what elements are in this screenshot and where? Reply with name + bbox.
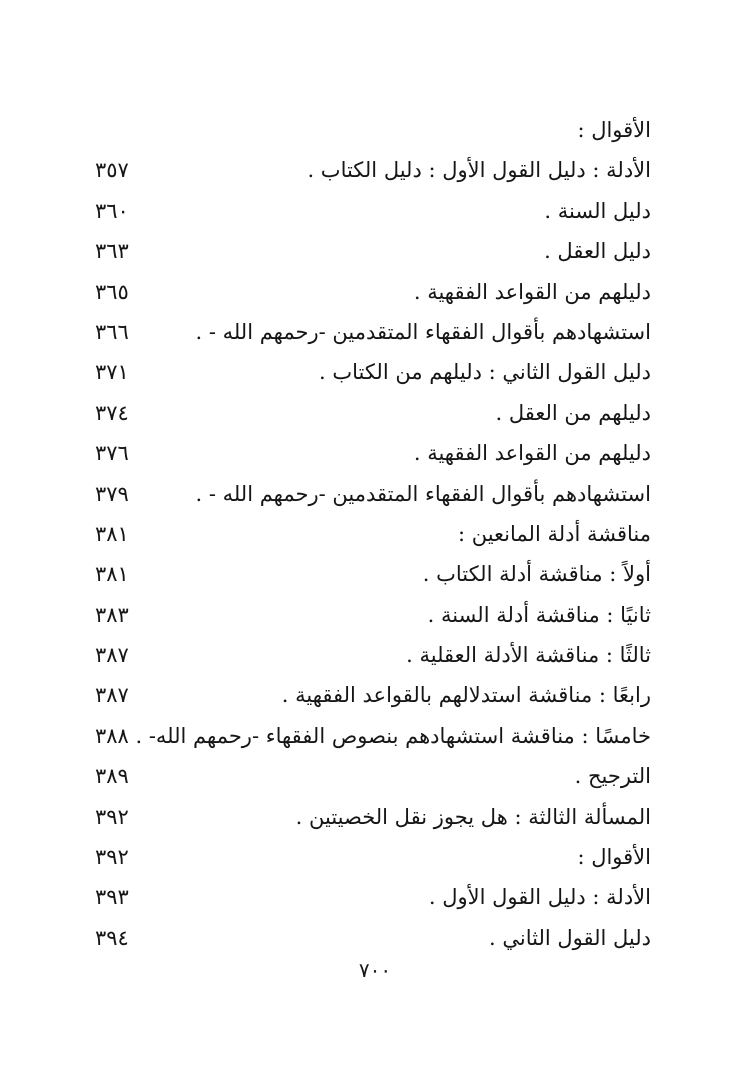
page-number: ٧٠٠ <box>358 958 392 982</box>
toc-entry-title: دليلهم من القواعد الفقهية . <box>413 441 651 466</box>
toc-entry <box>95 595 651 635</box>
toc-entry-page: ٣٧١ <box>95 360 129 385</box>
toc-entry-title: دليل القول الثاني . <box>489 925 651 950</box>
toc-entry-page: ٣٨١ <box>95 521 129 546</box>
toc-entry <box>95 918 651 958</box>
toc-entry-title: استشهادهم بأقوال الفقهاء المتقدمين -رحمهم الله - . <box>195 481 651 506</box>
toc-entry <box>95 150 651 190</box>
toc-entry <box>95 474 651 514</box>
toc-entry-title: الأدلة : دليل القول الأول . <box>428 885 651 910</box>
toc-entry <box>95 110 651 150</box>
toc-entry <box>95 635 651 675</box>
toc-entry <box>95 797 651 837</box>
toc-entry <box>95 837 651 877</box>
toc-entry-title: مناقشة أدلة المانعين : <box>457 521 651 546</box>
toc-entry-title: الترجيح . <box>574 764 651 789</box>
toc-entry-page: ٣٩٢ <box>95 845 129 870</box>
toc-entry <box>95 272 651 312</box>
toc-entry <box>95 514 651 554</box>
toc-entry <box>95 312 651 352</box>
toc-entry-page: ٣٨٧ <box>95 643 129 668</box>
toc-entry-page: ٣٨٩ <box>95 764 129 789</box>
toc-entry <box>95 352 651 392</box>
toc-entry-page: ٣٨٧ <box>95 683 129 708</box>
toc-entry-title: المسألة الثالثة : هل يجوز نقل الخصيتين . <box>295 804 651 829</box>
toc-entry-title: دليل السنة . <box>544 198 651 223</box>
toc-entry-title: دليل القول الثاني : دليلهم من الكتاب . <box>318 360 651 385</box>
toc-entry-title: ثانيًا : مناقشة أدلة السنة . <box>427 602 651 627</box>
toc-entry-page: ٣٩٣ <box>95 885 129 910</box>
toc-entry-page: ٣٧٦ <box>95 441 129 466</box>
toc-entry-title: ثالثًا : مناقشة الأدلة العقلية . <box>406 643 651 668</box>
toc-entry <box>95 675 651 715</box>
toc-entry-page: ٣٧٤ <box>95 400 129 425</box>
toc-entry <box>95 756 651 796</box>
toc-entry-page: ٣٩٤ <box>95 925 129 950</box>
toc-entry-title: رابعًا : مناقشة استدلالهم بالقواعد الفقهية . <box>281 683 651 708</box>
toc-entry-title: الأقوال : <box>577 118 651 142</box>
toc-entry <box>95 231 651 271</box>
toc-entry-title: دليلهم من العقل . <box>495 400 651 425</box>
toc-entry-page: ٣٧٩ <box>95 481 129 506</box>
toc-entry-title: خامسًا : مناقشة استشهادهم بنصوص الفقهاء -رحمهم الله- . <box>135 723 651 748</box>
toc-entry-title: الأقوال : <box>577 845 651 870</box>
toc-entry-title: دليلهم من القواعد الفقهية . <box>413 279 651 304</box>
toc-entry-page: ٣٩٢ <box>95 804 129 829</box>
toc-entry-page: ٣٨٨ <box>95 723 129 748</box>
toc-entry-page: ٣٦٣ <box>95 239 129 264</box>
toc-entry-page: ٣٨٣ <box>95 602 129 627</box>
toc-entry-title: الأدلة : دليل القول الأول : دليل الكتاب . <box>307 158 651 183</box>
toc-entry-title: دليل العقل . <box>544 239 651 264</box>
toc-entry-title: استشهادهم بأقوال الفقهاء المتقدمين -رحمهم الله - . <box>195 319 651 344</box>
toc-entry-page: ٣٦٠ <box>95 198 129 223</box>
toc-entry <box>95 433 651 473</box>
toc-entry-page: ٣٨١ <box>95 562 129 587</box>
toc-entry-page: ٣٦٦ <box>95 319 129 344</box>
toc-entry <box>95 191 651 231</box>
toc-entry-page: ٣٥٧ <box>95 158 129 183</box>
toc-entry <box>95 554 651 594</box>
toc-entry <box>95 877 651 917</box>
toc-entry-title: أولاً : مناقشة أدلة الكتاب . <box>422 562 651 587</box>
toc-entry-page: ٣٦٥ <box>95 279 129 304</box>
toc-entry <box>95 716 651 756</box>
toc-entry <box>95 393 651 433</box>
table-of-contents <box>95 110 651 958</box>
